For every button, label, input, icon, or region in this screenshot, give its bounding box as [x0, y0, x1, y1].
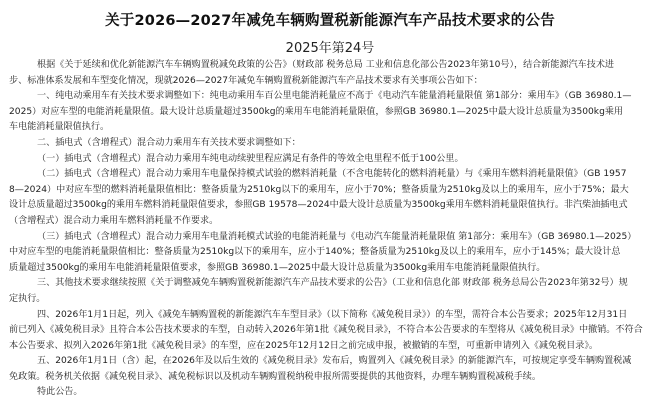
text-line: 特此公告。 — [37, 387, 83, 398]
text-line: （含增程式）混合动力乘用车燃料消耗量不作要求。 — [9, 215, 219, 226]
paragraph-item-1 — [9, 89, 654, 136]
text-line: 质量超过3500kg的乘用车电能消耗量限值要求，参照GB 36980.1—2025中最大设计总质量为3500kg乘用车电能消耗量限值执行。 — [9, 262, 546, 273]
text-line: 中对应车型的电能消耗量限值相比：整备质量为2510kg以下的乘用车，应小于140%；整备质量为2510kg及以上的乘用车，应小于145%；最大设计总 — [9, 247, 621, 258]
text-line: 2025）对应车型的电能消耗量限值。最大设计总质量超过3500kg的乘用车电能消耗量限值，参照GB 36980.1—2025中最大设计总质量为3500kg乘用 — [9, 106, 624, 117]
text-line: （三）插电式（含增程式）混合动力乘用车电量消耗模式试验的电能消耗量与《电动汽车能量消耗量限值 第1部分：乘用车》（GB 36980.1—2025） — [37, 231, 637, 242]
paragraph-intro — [9, 58, 654, 89]
document-number: 2025年第24号 — [285, 41, 375, 56]
text-line: 步、标准体系发展和车型变化情况，现就2026—2027年减免车辆购置税新能源汽车产品技术要求有关事项公告如下： — [9, 75, 483, 86]
text-line: 车电能消耗量限值执行。 — [9, 122, 110, 133]
text-line: 前已列入《减免税目录》且符合本公告技术要求的车型，自动转入2026年第1批《减免税目录》，不符合本公告要求的车型将从《减免税目录》中撤销。不符合 — [9, 325, 643, 336]
text-line: （一）插电式（含增程式）混合动力乘用车纯电动续驶里程应满足有条件的等效全电里程不低于100公里。 — [37, 153, 464, 164]
paragraph-item-2-1 — [9, 152, 654, 168]
text-line: 根据《关于延续和优化新能源汽车车辆购置税减免政策的公告》（财政部 税务总局 工业和信息化部公告2023年第10号），结合新能源汽车技术进 — [37, 60, 615, 70]
paragraph-item-3 — [9, 276, 654, 307]
text-line: （二）插电式（含增程式）混合动力乘用车电量保持模式试验的燃料消耗量（不含电能转化的燃料消耗量）与《乘用车燃料消耗量限值》（GB 1957 — [37, 169, 627, 180]
text-line: 二、插电式（含增程式）混合动力乘用车有关技术要求调整如下： — [37, 137, 301, 148]
text-line: 三、其他技术要求继续按照《关于调整减免车辆购置税新能源汽车产品技术要求的公告》（工业和信息化部 财政部 税务总局公告2023年第32号）规 — [37, 278, 628, 289]
paragraph-item-2-2 — [9, 167, 654, 229]
text-line: 本公告要求、拟列入2026年第1批《减免税目录》的车型，应在2025年12月12日之前完成申报，被撤销的车型，可重新申请列入《减免税目录》。 — [9, 340, 599, 351]
text-line: 定执行。 — [9, 293, 46, 304]
document-title: 关于2026—2027年减免车辆购置税新能源汽车产品技术要求的公告 — [105, 13, 555, 29]
paragraph-item-4 — [9, 308, 654, 355]
document-body — [9, 58, 654, 401]
text-line: 8—2024）中对应车型的燃料消耗量限值相比：整备质量为2510kg以下的乘用车，应小于70%；整备质量为2510kg及以上的乘用车，应小于75%；最大 — [9, 184, 629, 195]
text-line: 五、2026年1月1日（含）起，在2026年及以后生效的《减免税目录》发布后，购置列入《减免税目录》的新能源汽车，可按规定享受车辆购置税减 — [37, 356, 632, 367]
paragraph-item-2-3 — [9, 230, 654, 277]
paragraph-closing — [9, 385, 654, 401]
text-line: 设计总质量超过3500kg的乘用车燃料消耗量限值要求，参照GB 19578—2024中最大设计总质量为3500kg乘用车燃料消耗量限值执行。非汽柴油插电式 — [9, 200, 628, 211]
text-line: 四、2026年1月1日起，列入《减免车辆购置税的新能源汽车车型目录》（以下简称《减免税目录》）的车型，需符合本公告要求；2025年12月31日 — [37, 309, 628, 320]
text-line: 免政策。税务机关依据《减免税目录》、减免税标识以及机动车辆购置税纳税申报所需要提供的其他资料，办理车辆购置税减税手续。 — [9, 371, 541, 382]
text-line: 一、纯电动乘用车有关技术要求调整如下：纯电动乘用车百公里电能消耗量应不高于《电动汽车能量消耗量限值 第1部分：乘用车》（GB 36980.1— — [37, 91, 632, 102]
paragraph-item-2 — [9, 136, 654, 152]
paragraph-item-5 — [9, 354, 654, 385]
